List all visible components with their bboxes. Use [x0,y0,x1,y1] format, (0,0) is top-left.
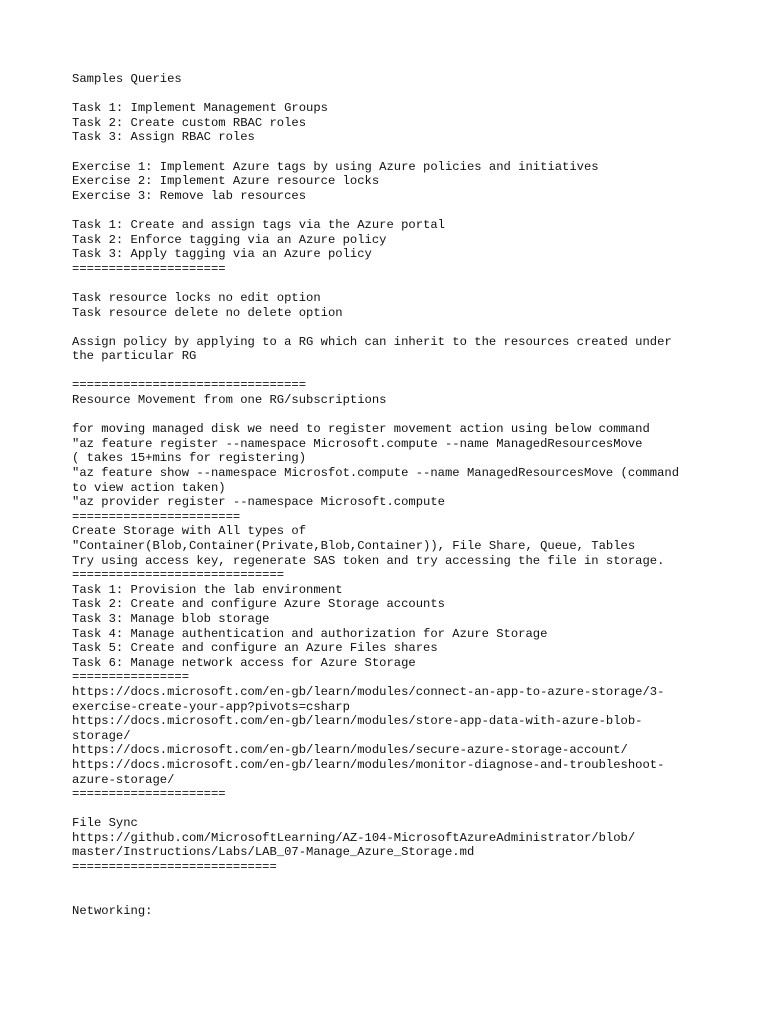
text-line: exercise-create-your-app?pivots=csharp [72,699,350,714]
text-line: Resource Movement from one RG/subscriptions [72,393,387,408]
text-line: https://docs.microsoft.com/en-gb/learn/modules/connect-an-app-to-azure-storage/3- [72,684,665,699]
text-line: Task 5: Create and configure an Azure Files shares [72,641,438,656]
text-line: Task resource delete no delete option [72,305,343,320]
text-line: ================ [72,670,190,685]
text-line: "az provider register --namespace Microsoft.compute [72,495,445,510]
text-line: master/Instructions/Labs/LAB_07-Manage_Azure_Storage.md [72,845,475,860]
text-line: to view action taken) [72,480,226,495]
text-line: https://github.com/MicrosoftLearning/AZ-104-MicrosoftAzureAdministrator/blob/ [72,830,636,845]
text-line: Task 1: Create and assign tags via the Azure portal [72,217,445,232]
text-line: Task 4: Manage authentication and authorization for Azure Storage [72,626,548,641]
text-line: storage/ [72,728,131,743]
text-line: Task 2: Enforce tagging via an Azure policy [72,232,387,247]
text-line: ================================ [72,378,307,393]
text-line: ============================ [72,860,277,875]
text-line: Task 2: Create custom RBAC roles [72,115,307,130]
text-line: ======================= [72,509,241,524]
blank-line [72,276,712,291]
blank-line [72,889,712,904]
text-line: ============================= [72,568,285,583]
text-line: Task 3: Manage blob storage [72,611,270,626]
text-line: https://docs.microsoft.com/en-gb/learn/modules/store-app-data-with-azure-blob- [72,714,643,729]
blank-line [72,203,712,218]
text-line: the particular RG [72,349,197,364]
text-line: ===================== [72,261,226,276]
text-line: "az feature register --namespace Microsoft.compute --name ManagedResourcesMove [72,436,643,451]
text-line: azure-storage/ [72,772,175,787]
blank-line [72,320,712,335]
text-line: for moving managed disk we need to register movement action using below command [72,422,650,437]
text-line: Exercise 3: Remove lab resources [72,188,307,203]
blank-line [72,145,712,160]
text-line: Exercise 1: Implement Azure tags by using Azure policies and initiatives [72,159,599,174]
text-line: Task resource locks no edit option [72,290,321,305]
text-line: Task 2: Create and configure Azure Storage accounts [72,597,445,612]
text-line: "Container(Blob,Container(Private,Blob,Container)), File Share, Queue, Tables [72,539,636,553]
text-line: Task 3: Apply tagging via an Azure policy [72,247,372,262]
text-line: Task 1: Provision the lab environment [72,582,343,597]
text-line: "az feature show --namespace Microsfot.compute --name ManagedResourcesMove (command [72,466,680,481]
text-line: Task 3: Assign RBAC roles [72,130,255,145]
text-line: ( takes 15+mins for registering) [72,451,307,466]
text-line: Exercise 2: Implement Azure resource locks [72,174,380,189]
blank-line [72,364,712,379]
text-line: File Sync [72,816,138,831]
text-line: Samples Queries [72,72,182,86]
text-line: Assign policy by applying to a RG which can inherit to the resources created under [72,334,672,349]
text-line: Networking: [72,903,153,918]
text-line: Create Storage with All types of [72,524,307,539]
text-line: Task 1: Implement Management Groups [72,101,328,116]
blank-line [72,802,712,817]
text-line: Task 6: Manage network access for Azure Storage [72,655,416,670]
text-line: Try using access key, regenerate SAS token and try accessing the file in storage. [72,553,665,568]
text-line: https://docs.microsoft.com/en-gb/learn/modules/secure-azure-storage-account/ [72,743,628,758]
blank-line [72,408,712,423]
text-line: https://docs.microsoft.com/en-gb/learn/modules/monitor-diagnose-and-troubleshoot- [72,757,665,772]
blank-line [72,875,712,890]
document-body [72,72,712,918]
blank-line [72,87,712,102]
text-line: ===================== [72,787,226,802]
